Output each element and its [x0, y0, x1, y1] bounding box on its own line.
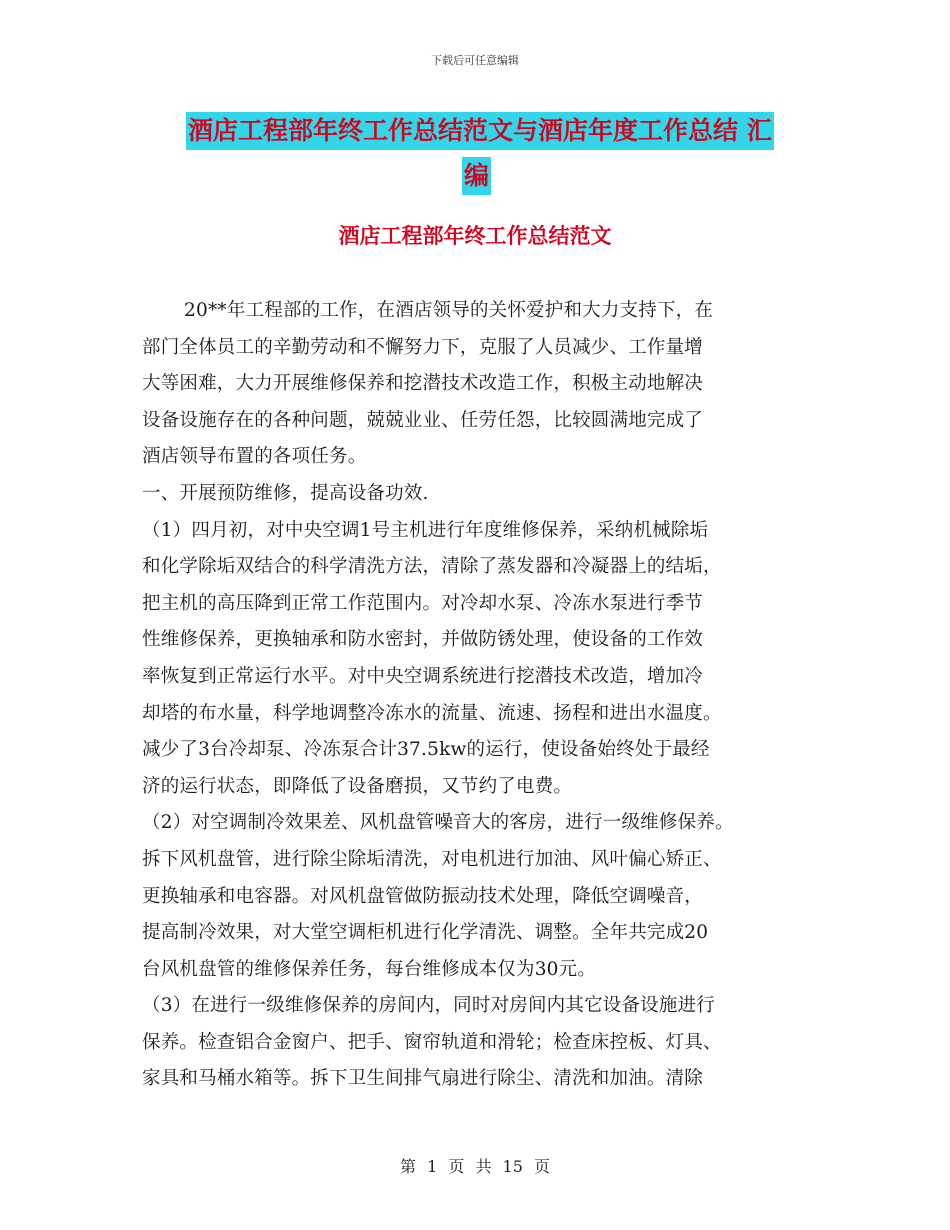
body-line: （2）对空调制冷效果差、风机盘管噪音大的客房，进行一级维修保养。	[142, 812, 734, 834]
body-line: 保养。检查铝合金窗户、把手、窗帘轨道和滑轮；检查床控板、灯具、	[142, 1031, 722, 1053]
body-line: 提高制冷效果，对大堂空调柜机进行化学清洗、调整。全年共完成20	[142, 922, 709, 944]
title-line-1: 酒店工程部年终工作总结范文与酒店年度工作总结 汇	[186, 112, 774, 150]
body-line: 20**年工程部的工作，在酒店领导的关怀爱护和大力支持下，在	[184, 300, 714, 321]
section-heading: 酒店工程部年终工作总结范文	[338, 224, 612, 248]
body-line: 把主机的高压降到正常工作范围内。对冷却水泵、冷冻水泵进行季节	[142, 592, 704, 614]
body-line: 济的运行状态，即降低了设备磨损，又节约了电费。	[142, 775, 573, 797]
body-line: 家具和马桶水箱等。拆下卫生间排气扇进行除尘、清洗和加油。清除	[142, 1068, 704, 1090]
body-line: 部门全体员工的辛勤劳动和不懈努力下，克服了人员减少、工作量增	[142, 336, 704, 358]
body-line: 大等困难，大力开展维修保养和挖潜技术改造工作，积极主动地解决	[142, 373, 704, 395]
body-line: 一、开展预防维修，提高设备功效.	[142, 482, 429, 504]
body-line: 减少了3台冷却泵、冷冻泵合计37.5kw的运行，使设备始终处于最经	[142, 739, 710, 761]
body-text	[142, 293, 814, 1098]
body-line: 更换轴承和电容器。对风机盘管做防振动技术处理，降低空调噪音，	[142, 885, 704, 907]
body-line: 酒店领导布置的各项任务。	[142, 446, 367, 468]
body-line: 率恢复到正常运行水平。对中央空调系统进行挖潜技术改造，增加冷	[142, 665, 704, 687]
body-line: 和化学除垢双结合的科学清洗方法，清除了蒸发器和冷凝器上的结垢，	[142, 556, 722, 578]
page-footer: 第 1 页 共 15 页	[400, 1157, 550, 1176]
body-line: 拆下风机盘管，进行除尘除垢清洗，对电机进行加油、风叶偏心矫正、	[142, 848, 722, 870]
body-line: 性维修保养，更换轴承和防水密封，并做防锈处理，使设备的工作效	[142, 629, 704, 651]
body-line: 却塔的布水量，科学地调整冷冻水的流量、流速、扬程和进出水温度。	[142, 702, 722, 724]
body-line: （1）四月初，对中央空调1号主机进行年度维修保养，采纳机械除垢	[142, 519, 709, 541]
page-header: 下载后可任意编辑	[431, 54, 519, 67]
title-line-2: 编	[462, 157, 491, 195]
body-line: 设备设施存在的各种问题，兢兢业业、任劳任怨，比较圆满地完成了	[142, 409, 704, 431]
body-line: （3）在进行一级维修保养的房间内，同时对房间内其它设备设施进行	[142, 995, 715, 1017]
body-line: 台风机盘管的维修保养任务，每台维修成本仅为30元。	[142, 958, 597, 980]
